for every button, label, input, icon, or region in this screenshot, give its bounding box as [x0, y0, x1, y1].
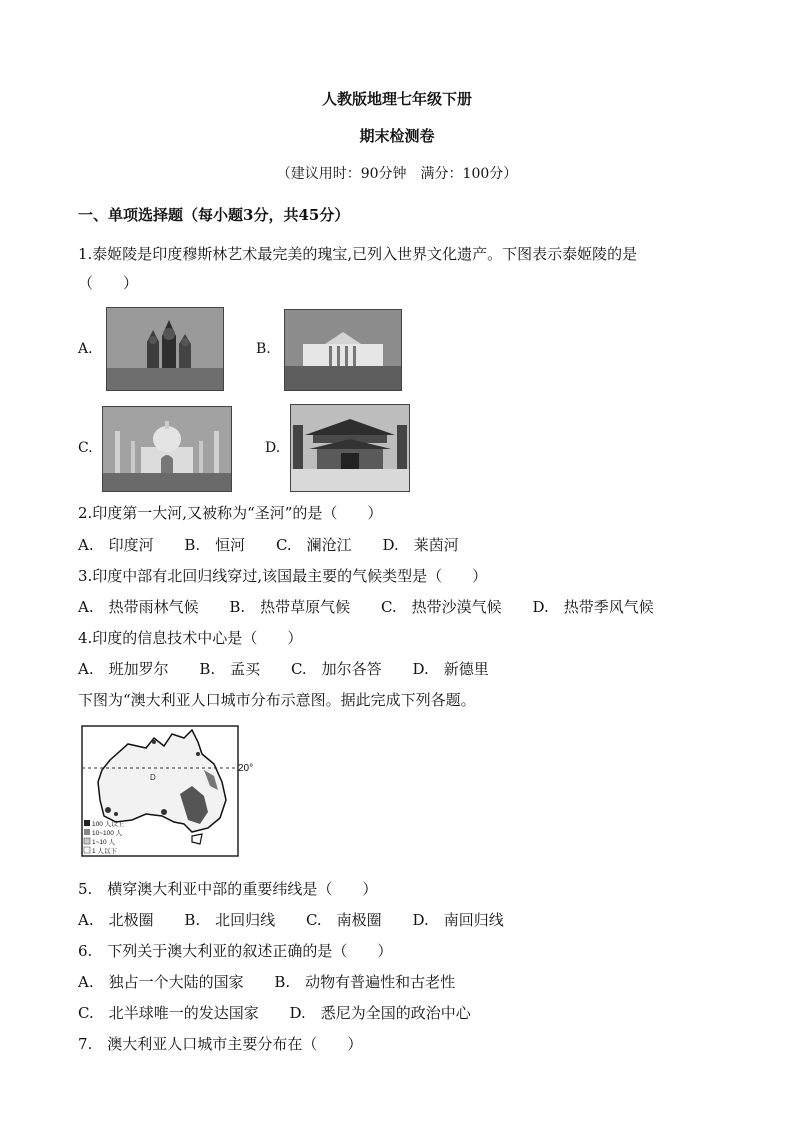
legend-item-4: 1 人以下 [92, 848, 117, 855]
question-3-stem: 3.印度中部有北回归线穿过,该国最主要的气候类型是（ ） [78, 567, 488, 585]
q5-option-a: A. 北极圈 [78, 911, 154, 929]
q1-option-b-label: B. [256, 341, 271, 357]
q4-option-d: D. 新德里 [412, 660, 489, 678]
q2-option-a: A. 印度河 [78, 536, 154, 554]
q5-option-d: D. 南回归线 [412, 911, 504, 929]
temple-photo-icon [291, 405, 409, 491]
q6-option-c: C. 北半球唯一的发达国家 [78, 1004, 259, 1022]
q1-option-b-image [284, 309, 402, 391]
q3-option-a: A. 热带雨林气候 [78, 598, 199, 616]
question-4-stem: 4.印度的信息技术中心是（ ） [78, 629, 303, 647]
q1-option-d-label: D. [265, 440, 281, 456]
q1-option-c-label: C. [78, 440, 93, 456]
taj-mahal-photo-icon [103, 407, 231, 491]
latitude-label: 20° [238, 763, 254, 774]
question-3-options [78, 596, 680, 617]
q4-option-c: C. 加尔各答 [290, 660, 382, 678]
white-house-photo-icon [285, 310, 401, 390]
q1-option-a-image [106, 307, 224, 391]
kremlin-photo-icon [107, 308, 223, 390]
map-intro: 下图为“澳大利亚人口城市分布示意图。据此完成下列各题。 [78, 691, 476, 709]
q5-option-b: B. 北回归线 [184, 911, 276, 929]
question-7-stem: 7. 澳大利亚人口城市主要分布在（ ） [78, 1035, 363, 1053]
q3-option-b: B. 热带草原气候 [229, 598, 351, 616]
exam-meta: （建议用时：90分钟 满分：100分） [276, 166, 518, 182]
question-6-options-row-2 [78, 1002, 497, 1023]
section-heading: 一、单项选择题（每小题3分，共45分） [78, 206, 350, 224]
q4-option-a: A. 班加罗尔 [78, 660, 169, 678]
legend-item-1: 100 人以上 [92, 821, 125, 828]
question-6-stem: 6. 下列关于澳大利亚的叙述正确的是（ ） [78, 942, 393, 960]
question-5-options [78, 909, 530, 930]
question-5-stem: 5. 横穿澳大利亚中部的重要纬线是（ ） [78, 880, 378, 898]
q1-option-a-label: A. [78, 341, 93, 357]
question-2-stem: 2.印度第一大河,又被称为“圣河”的是（ ） [78, 504, 383, 522]
q2-option-c: C. 澜沧江 [275, 536, 352, 554]
question-6-options-row-1 [78, 971, 481, 992]
australia-population-map [80, 724, 260, 858]
question-1-paren: （ ） [78, 274, 139, 292]
q1-option-d-image [290, 404, 410, 492]
q4-option-b: B. 孟买 [199, 660, 261, 678]
legend-item-3: 1~10 人 [92, 839, 115, 846]
q6-option-b: B. 动物有普遍性和古老性 [274, 973, 456, 991]
svg-text:D: D [150, 773, 156, 782]
q3-option-c: C. 热带沙漠气候 [380, 598, 502, 616]
legend-item-2: 10~100 人 [92, 830, 123, 837]
q2-option-d: D. 莱茵河 [382, 536, 459, 554]
q5-option-c: C. 南极圈 [305, 911, 382, 929]
q6-option-d: D. 悉尼为全国的政治中心 [289, 1004, 471, 1022]
question-4-options [78, 658, 515, 679]
q2-option-b: B. 恒河 [184, 536, 246, 554]
question-2-options [78, 534, 485, 555]
question-1-stem: 1.泰姬陵是印度穆斯林艺术最完美的瑰宝,已列入世界文化遗产。下图表示泰姬陵的是 [78, 245, 638, 263]
q6-option-a: A. 独占一个大陆的国家 [78, 973, 244, 991]
page-subtitle: 期末检测卷 [359, 127, 435, 145]
page-title: 人教版地理七年级下册 [321, 90, 472, 108]
q1-option-c-image [102, 406, 232, 492]
q3-option-d: D. 热带季风气候 [532, 598, 654, 616]
